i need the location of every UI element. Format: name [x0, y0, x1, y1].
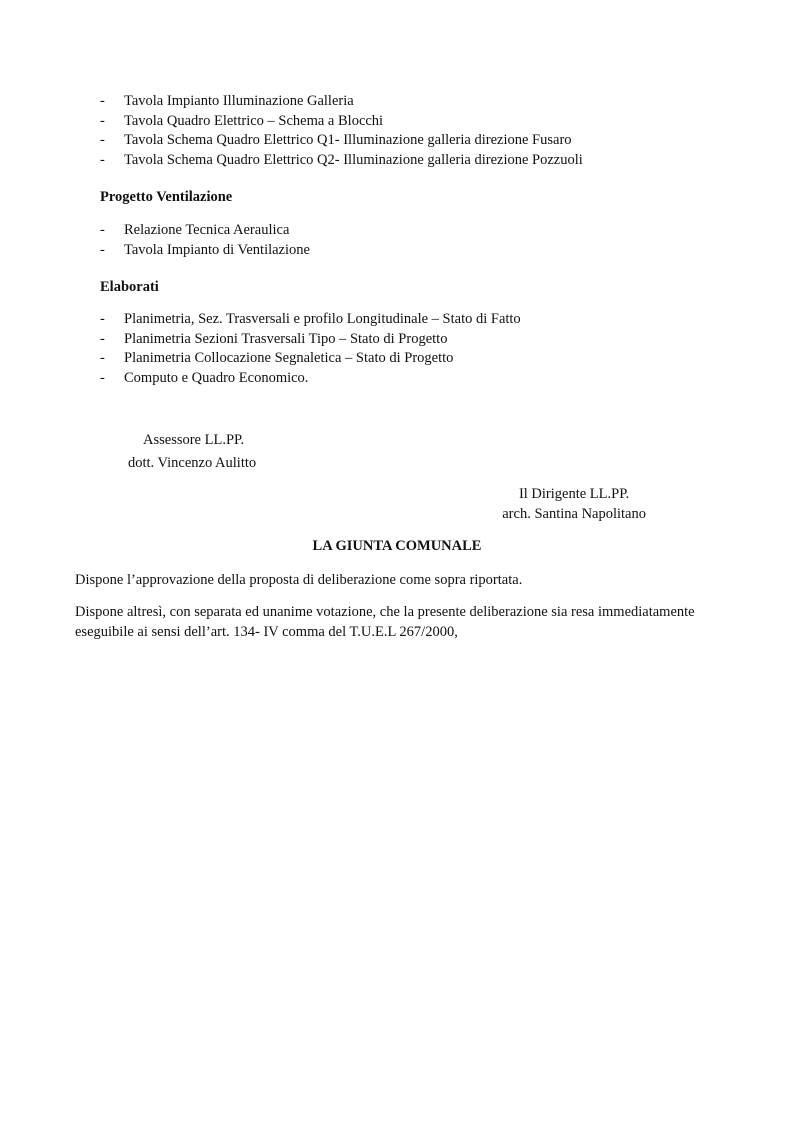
- bullet-dash: -: [100, 369, 105, 386]
- list-item: [100, 241, 310, 261]
- list-item-text: Tavola Impianto di Ventilazione: [124, 241, 310, 258]
- list-item-text: Planimetria, Sez. Trasversali e profilo Longitudinale – Stato di Fatto: [124, 311, 521, 327]
- bullet-dash: -: [100, 112, 105, 129]
- bullet-dash: -: [100, 311, 105, 327]
- assessore-name: dott. Vincenzo Aulitto: [128, 455, 257, 471]
- list-item: [100, 151, 583, 171]
- list-item-text: Computo e Quadro Economico.: [124, 369, 309, 386]
- illuminazione-list: [100, 92, 583, 170]
- dirigente-name: arch. Santina Napolitano: [502, 506, 646, 522]
- dirigente-title: Il Dirigente LL.PP.: [518, 486, 630, 502]
- bullet-dash: -: [100, 222, 105, 238]
- list-item-text: Relazione Tecnica Aeraulica: [124, 222, 290, 238]
- list-item: [100, 330, 521, 350]
- list-item: [100, 92, 583, 112]
- list-item: [100, 310, 521, 330]
- giunta-paragraph-1: Dispone l’approvazione della proposta di deliberazione come sopra riportata.: [75, 572, 523, 588]
- bullet-dash: -: [100, 151, 105, 168]
- list-item-text: Tavola Quadro Elettrico – Schema a Blocchi: [124, 112, 384, 129]
- bullet-dash: -: [100, 330, 105, 347]
- list-item-text: Tavola Schema Quadro Elettrico Q2- Illuminazione galleria direzione Pozzuoli: [124, 151, 583, 168]
- bullet-dash: -: [100, 241, 105, 258]
- bullet-dash: -: [100, 93, 105, 109]
- elaborati-list: [100, 310, 521, 388]
- list-item-text: Planimetria Sezioni Trasversali Tipo – Stato di Progetto: [124, 330, 448, 347]
- dirigente-block: [502, 484, 646, 524]
- ventilazione-heading: Progetto Ventilazione: [100, 189, 233, 205]
- list-item: [100, 349, 521, 369]
- list-item-text: Planimetria Collocazione Segnaletica – Stato di Progetto: [124, 350, 454, 366]
- list-item-text: Tavola Schema Quadro Elettrico Q1- Illuminazione galleria direzione Fusaro: [124, 132, 572, 148]
- list-item-text: Tavola Impianto Illuminazione Galleria: [124, 93, 354, 109]
- ventilazione-list: [100, 221, 310, 260]
- giunta-heading: LA GIUNTA COMUNALE: [312, 538, 482, 554]
- list-item: [100, 221, 310, 241]
- assessore-title: Assessore LL.PP.: [143, 432, 245, 448]
- giunta-paragraph-2: Dispone altresì, con separata ed unanime votazione, che la presente deliberazione sia resa immediatamente eseguibile ai sensi dell’art. 134- IV comma del T.U.E.L 267/2000,: [75, 604, 695, 640]
- bullet-dash: -: [100, 132, 105, 148]
- list-item: [100, 131, 583, 151]
- elaborati-heading: Elaborati: [100, 279, 159, 295]
- list-item: [100, 369, 521, 389]
- list-item: [100, 112, 583, 132]
- bullet-dash: -: [100, 350, 105, 366]
